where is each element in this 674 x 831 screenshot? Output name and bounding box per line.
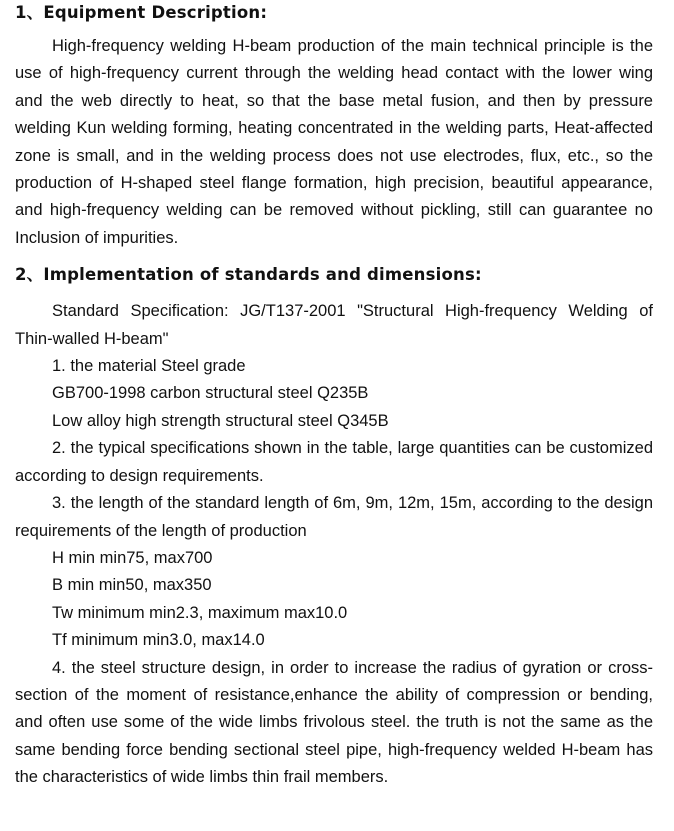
typical-specifications-item: 2. the typical specifications shown in the table, large quantities can be customized according to design requirements. <box>15 439 653 485</box>
steel-grade-q235b: GB700-1998 carbon structural steel Q235B <box>52 384 369 403</box>
steel-grade-q345b: Low alloy high strength structural steel Q345B <box>52 411 389 430</box>
standard-length-item: 3. the length of the standard length of 6m, 9m, 12m, 15m, according to the design requirements of the length of production <box>15 494 653 540</box>
dimension-h: H min min75, max700 <box>52 548 213 567</box>
dimension-tw: Tw minimum min2.3, maximum max10.0 <box>52 603 348 622</box>
dimension-tf: Tf minimum min3.0, max14.0 <box>52 631 265 650</box>
section-1-title: 1、Equipment Description: <box>15 3 268 22</box>
document-page <box>15 0 653 792</box>
section-1-body: High-frequency welding H-beam production of the main technical principle is the use of high-frequency current through the welding head contact with the lower wing and the web directly to heat, so that the base metal fusion, and then by pressure welding Kun welding forming, heating concentrated in the welding parts, Heat-affected zone is small, and in the welding process does not use electrodes, flux, etc., so the production of H-shaped steel flange formation, high precision, beautiful appearance, and high-frequency welding can be removed without pickling, still can guarantee no Inclusion of impurities. <box>15 37 653 247</box>
material-item: 1. the material Steel grade <box>52 357 246 376</box>
standard-specification: Standard Specification: JG/T137-2001 "Structural High-frequency Welding of Thin-walled H-beam" <box>15 302 653 348</box>
structure-design-item: 4. the steel structure design, in order to increase the radius of gyration or cross-section of the moment of resistance,enhance the ability of compression or bending, and often use some of the wide limbs frivolous steel. the truth is not the same as the same bending force bending sectional steel pipe, high-frequency welded H-beam has the characteristics of wide limbs thin frail members. <box>15 658 653 787</box>
section-2-title: 2、Implementation of standards and dimensions: <box>15 265 482 285</box>
dimension-b: B min min50, max350 <box>52 576 212 595</box>
